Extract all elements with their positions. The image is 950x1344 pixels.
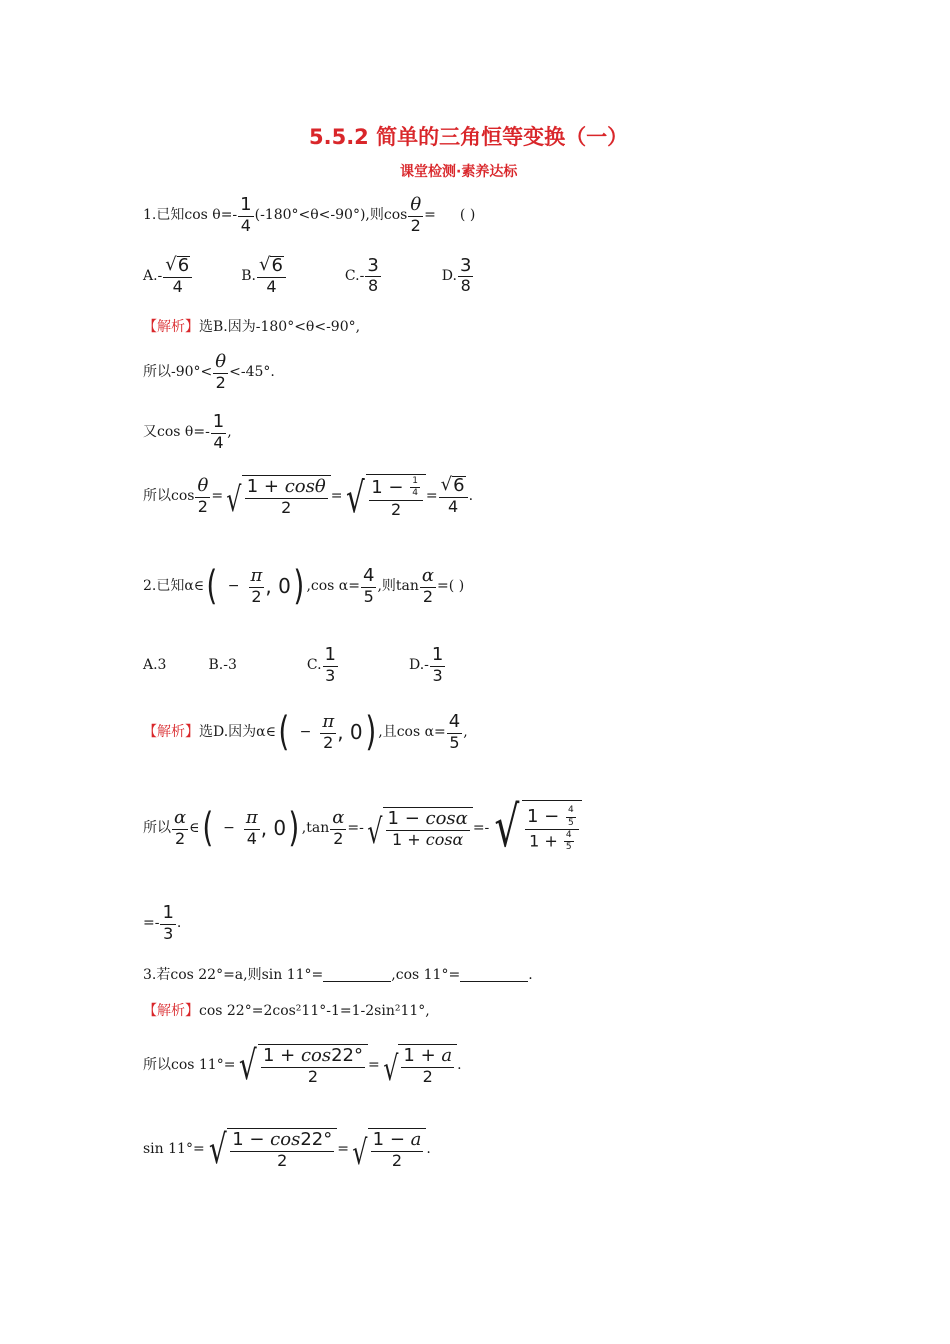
square-root: √ 1 − $\frac{4}{5}$ 1 + $\frac{4}{5}$ (489, 800, 581, 856)
square-root: √ $\frac{1 + a}{2}$ (380, 1044, 457, 1086)
q3-solution-line-2: 所以cos 11°= √ $\frac{1 + \cos 22^\circ}{2}$ = √ $\frac{1 + a}{2}$ . (143, 1042, 462, 1089)
q2-solution-line-3: =- $\frac{1}{3}$ . (143, 902, 182, 943)
square-root: √ $\frac{1 + \cos\theta}{2}$ (223, 475, 331, 517)
option-c: C.- (344, 267, 365, 284)
option-d: D.- (408, 657, 429, 674)
square-root: √ 1 − $\frac{1}{4}$ 2 (342, 474, 425, 519)
page-title: 5.5.2 简单的三角恒等变换（一） (309, 125, 629, 149)
option-d: D. (441, 267, 457, 284)
option-c: C. (306, 657, 322, 674)
q3-solution-line-3: sin 11°= √ $\frac{1 - \cos 22^\circ}{2}$ = √ $\frac{1 - a}{2}$ . (143, 1126, 431, 1173)
solution-tag: 【解析】 (143, 1003, 199, 1019)
fraction: $\frac{\theta}{2}$ (410, 194, 422, 235)
q3-stem: 3.若cos 22°=a,则sin 11°= ,cos 11°= . (143, 967, 533, 983)
solution-tag: 【解析】 (143, 319, 199, 335)
fraction: $\frac{1}{4}$ (240, 194, 252, 235)
q1-stem: 1.已知cos θ=- $\frac{1}{4}$ (-180°<θ<-90°),则cos $\frac{\theta}{2}$ = ( ) (143, 194, 476, 235)
option-b: B. (241, 267, 256, 284)
square-root: √ $\frac{1 - \cos 22^\circ}{2}$ (205, 1128, 338, 1170)
q2-solution-line-2: 所以 $\frac{\alpha}{2}$ ∈ ( − $\frac{\pi}{4}$ , 0 ) ,tan $\frac{\alpha}{2}$ =- √ $\frac{1 - \cos\alpha}{1 + \cos\alpha}$ =- √ 1 − $\frac{4}{5}$ 1 + $\frac{4}{5}$ (143, 800, 582, 856)
q1-options: A.- √ 6 4 B. √ 6 4 C.- $\frac{3}{8}$ D. $\frac{3}{8}$ (143, 254, 472, 296)
q2-solution-line-1: 【解析】 选D.因为α∈ ( − $\frac{\pi}{2}$ , 0 ) ,且cos α= $\frac{4}{5}$ , (143, 709, 468, 755)
square-root: √ $\frac{1 + \cos 22^\circ}{2}$ (235, 1044, 368, 1086)
answer-blank[interactable] (323, 969, 391, 982)
q2-options: A.3 B.-3 C. $\frac{1}{3}$ D.- $\frac{1}{3}$ (143, 644, 444, 685)
q1-solution-line-4: 所以cos $\frac{\theta}{2}$ = √ $\frac{1 + \cos\theta}{2}$ = √ 1 − $\frac{1}{4}$ 2 = √ 6 4 . (143, 472, 474, 522)
q1-solution-line-3: 又cos θ=- $\frac{1}{4}$ , (143, 411, 232, 452)
option-b: B.-3 (208, 657, 237, 674)
q1-solution-line-2: 所以-90°< $\frac{\theta}{2}$ <-45°. (143, 351, 275, 392)
square-root: √ $\frac{1 - \cos\alpha}{1 + \cos\alpha}$ (364, 807, 473, 849)
option-a: A.- (143, 267, 163, 284)
square-root: √ $\frac{1 - a}{2}$ (349, 1128, 426, 1170)
q3-solution-line-1: 【解析】 cos 22°=2cos²11°-1=1-2sin²11°, (143, 1003, 430, 1019)
answer-blank[interactable] (460, 969, 528, 982)
q1-solution-line-1: 【解析】 选B.因为-180°<θ<-90°, (143, 319, 361, 335)
q2-stem: 2.已知α∈ ( − $\frac{\pi}{2}$ , 0 ) ,cos α= $\frac{4}{5}$ ,则tan $\frac{\alpha}{2}$ =( ) (143, 563, 465, 609)
page-subtitle: 课堂检测·素养达标 (400, 164, 518, 180)
option-a: A.3 (143, 657, 167, 674)
solution-tag: 【解析】 (143, 724, 199, 740)
